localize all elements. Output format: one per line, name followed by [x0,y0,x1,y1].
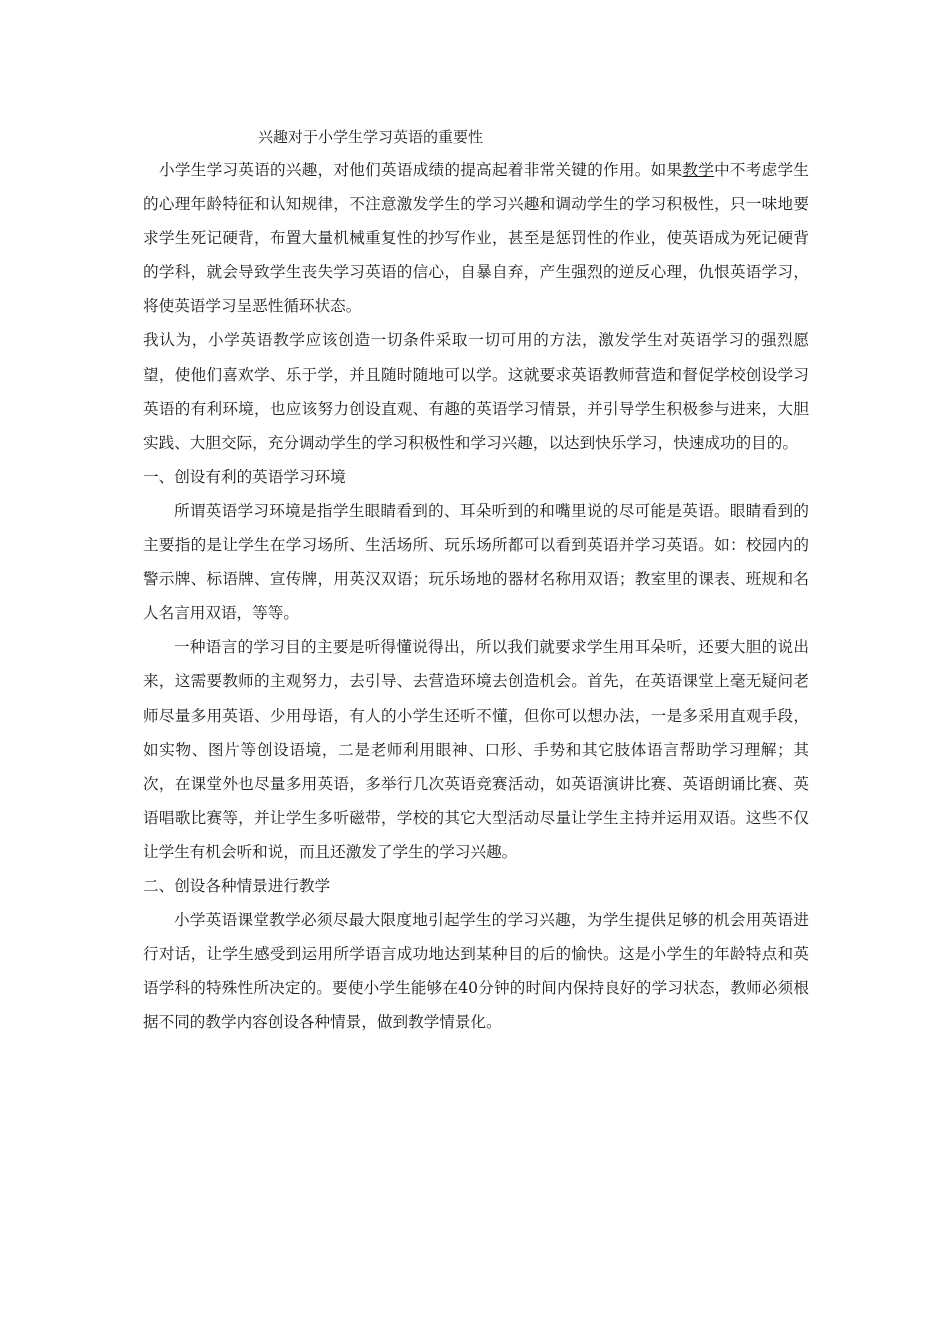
paragraph-scenarios: 小学英语课堂教学必须尽最大限度地引起学生的学习兴趣，为学生提供足够的机会用英语进行对话，让学生感受到运用所学语言成功地达到某种目的后的愉快。这是小学生的年龄特点和英语学科的特殊性所决定的。要使小学生能够在40分钟的时间内保持良好的学习状态，教师必须根据不同的教学内容创设各种情景，做到教学情景化。 [143,911,809,1032]
document-body [143,153,809,1039]
paragraph-intro-text-end: 中不考虑学生的心理年龄特征和认知规律，不注意激发学生的学习兴趣和调动学生的学习积极性，只一味地要求学生死记硬背，布置大量机械重复性的抄写作业，甚至是惩罚性的作业，使英语成为死记硬背的学科，就会导致学生丧失学习英语的信心，自暴自弃，产生强烈的逆反心理，仇恨英语学习，将使英语学习呈恶性循环状态。 [143,161,809,316]
section-heading-environment: 一、创设有利的英语学习环境 [143,467,346,486]
paragraph-intro [143,153,809,323]
teaching-link[interactable]: 教学 [682,161,715,179]
document-title: 兴趣对于小学生学习英语的重要性 [258,128,484,146]
paragraph-environment: 所谓英语学习环境是指学生眼睛看到的、耳朵听到的和嘴里说的尽可能是英语。眼睛看到的主要指的是让学生在学习场所、生活场所、玩乐场所都可以看到英语并学习英语。如：校园内的警示牌、标语牌、宣传牌，用英汉双语；玩乐场地的器材名称用双语；教室里的课表、班规和名人名言用双语，等等。 [143,501,809,623]
paragraph-listening-speaking: 一种语言的学习目的主要是听得懂说得出，所以我们就要求学生用耳朵听，还要大胆的说出来，这需要教师的主观努力，去引导、去营造环境去创造机会。首先，在英语课堂上毫无疑问老师尽量多用英语、少用母语，有人的小学生还听不懂，但你可以想办法，一是多采用直观手段，如实物、图片等创设语境，二是老师利用眼神、口形、手势和其它肢体语言帮助学习理解；其次，在课堂外也尽量多用英语，多举行几次英语竞赛活动，如英语演讲比赛、英语朗诵比赛、英语唱歌比赛等，并让学生多听磁带，学校的其它大型活动尽量让学生主持并运用双语。这些不仅让学生有机会听和说，而且还激发了学生的学习兴趣。 [143,638,809,861]
paragraph-opinion: 我认为，小学英语教学应该创造一切条件采取一切可用的方法，激发学生对英语学习的强烈愿望，使他们喜欢学、乐于学，并且随时随地可以学。这就要求英语教师营造和督促学校创设学习英语的有利环境，也应该努力创设直观、有趣的英语学习情景，并引导学生积极参与进来，大胆实践、大胆交际，充分调动学生的学习积极性和学习兴趣，以达到快乐学习，快速成功的目的。 [143,331,809,452]
paragraph-intro-text-start: 小学生学习英语的兴趣，对他们英语成绩的提高起着非常关键的作用。如果 [159,161,683,179]
section-heading-scenarios: 二、创设各种情景进行教学 [143,876,331,895]
